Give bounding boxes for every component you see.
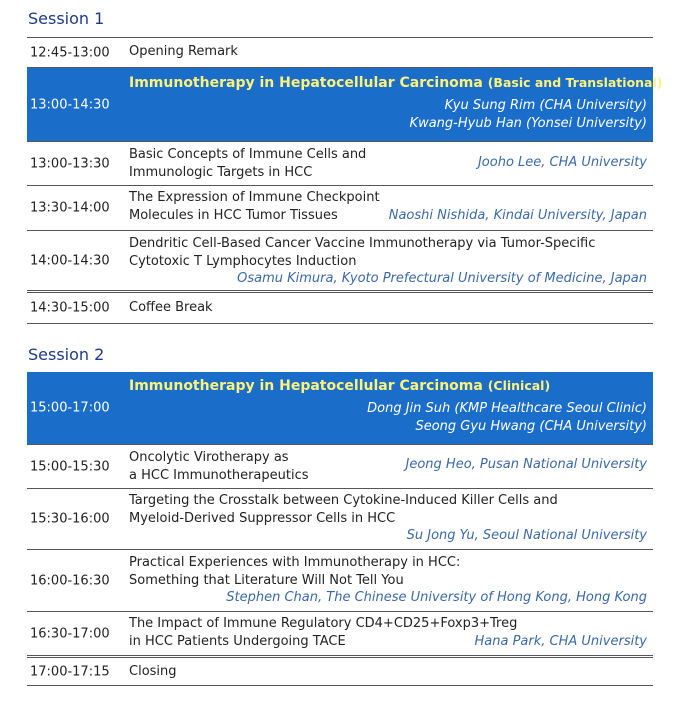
chair-name: Kwang-Hyub Han (Yonsei University) bbox=[409, 116, 647, 131]
speaker: Jooho Lee, CHA University bbox=[477, 155, 647, 170]
row-title: Closing bbox=[129, 664, 177, 679]
row-title-line: Targeting the Crosstalk between Cytokine-Induced Killer Cells and bbox=[129, 493, 558, 508]
row-time: 13:00-13:30 bbox=[30, 156, 110, 171]
chair-name: Kyu Sung Rim (CHA University) bbox=[444, 98, 647, 113]
row-time: 14:00-14:30 bbox=[30, 253, 110, 268]
table-row bbox=[27, 38, 653, 68]
row-title-line: Practical Experiences with Immunotherapy in HCC: bbox=[129, 555, 461, 570]
chair-name: Dong Jin Suh (KMP Healthcare Seoul Clinic) bbox=[367, 401, 647, 416]
row-time: 15:30-16:00 bbox=[30, 511, 110, 527]
table-row bbox=[27, 550, 653, 612]
row-title-line: Something that Literature Will Not Tell You bbox=[129, 573, 404, 588]
row-title: Opening Remark bbox=[129, 44, 238, 59]
row-time: 15:00-17:00 bbox=[30, 400, 110, 416]
table-row bbox=[27, 445, 653, 489]
row-title-line: Basic Concepts of Immune Cells and bbox=[129, 147, 367, 162]
session-2-table bbox=[27, 372, 653, 686]
table-row bbox=[27, 142, 653, 186]
speaker: Hana Park, CHA University bbox=[474, 634, 647, 649]
table-row bbox=[27, 293, 653, 324]
row-title-line: Molecules in HCC Tumor Tissues bbox=[129, 208, 338, 223]
row-title-line: The Expression of Immune Checkpoint bbox=[129, 190, 380, 205]
row-title-line: Dendritic Cell-Based Cancer Vaccine Immunotherapy via Tumor-Specific bbox=[129, 236, 596, 251]
row-title-line: Myeloid-Derived Suppressor Cells in HCC bbox=[129, 511, 396, 526]
session-block-header bbox=[27, 68, 663, 142]
row-title-line: in HCC Patients Undergoing TACE bbox=[129, 634, 346, 649]
session-2-title: Session 2 bbox=[28, 345, 105, 364]
row-title-line: The Impact of Immune Regulatory CD4+CD25+Foxp3+Treg bbox=[129, 616, 518, 631]
speaker: Su Jong Yu, Seoul National University bbox=[406, 528, 647, 543]
speaker: Osamu Kimura, Kyoto Prefectural University of Medicine, Japan bbox=[237, 271, 647, 286]
table-row bbox=[27, 612, 653, 658]
row-title-line: a HCC Immunotherapeutics bbox=[129, 468, 309, 483]
row-title-line: Oncolytic Virotherapy as bbox=[129, 450, 289, 465]
row-time: 15:00-15:30 bbox=[30, 459, 110, 474]
chair-name: Seong Gyu Hwang (CHA University) bbox=[415, 419, 647, 434]
table-row bbox=[27, 231, 653, 293]
row-time: 17:00-17:15 bbox=[30, 664, 110, 679]
row-time: 16:30-17:00 bbox=[30, 626, 110, 641]
block-heading: Immunotherapy in Hepatocellular Carcinoma (Clinical) bbox=[129, 378, 551, 394]
session-1-table bbox=[27, 37, 663, 324]
table-row bbox=[27, 658, 653, 686]
row-title-line: Immunologic Targets in HCC bbox=[129, 165, 313, 180]
row-time: 16:00-16:30 bbox=[30, 573, 110, 588]
speaker: Jeong Heo, Pusan National University bbox=[405, 457, 647, 472]
row-time: 14:30-15:00 bbox=[30, 300, 110, 316]
session-1-title: Session 1 bbox=[28, 9, 105, 28]
row-title-line: Cytotoxic T Lymphocytes Induction bbox=[129, 254, 357, 269]
row-time: 13:30-14:00 bbox=[30, 200, 110, 216]
row-time: 12:45-13:00 bbox=[30, 45, 110, 60]
session-block-header bbox=[27, 372, 653, 445]
row-time: 13:00-14:30 bbox=[30, 97, 110, 112]
block-heading: Immunotherapy in Hepatocellular Carcinoma (Basic and Translational) bbox=[129, 75, 663, 91]
table-row bbox=[27, 186, 653, 231]
speaker: Stephen Chan, The Chinese University of Hong Kong, Hong Kong bbox=[226, 590, 647, 605]
row-title: Coffee Break bbox=[129, 300, 213, 315]
speaker: Naoshi Nishida, Kindai University, Japan bbox=[388, 208, 647, 223]
table-row bbox=[27, 489, 653, 550]
